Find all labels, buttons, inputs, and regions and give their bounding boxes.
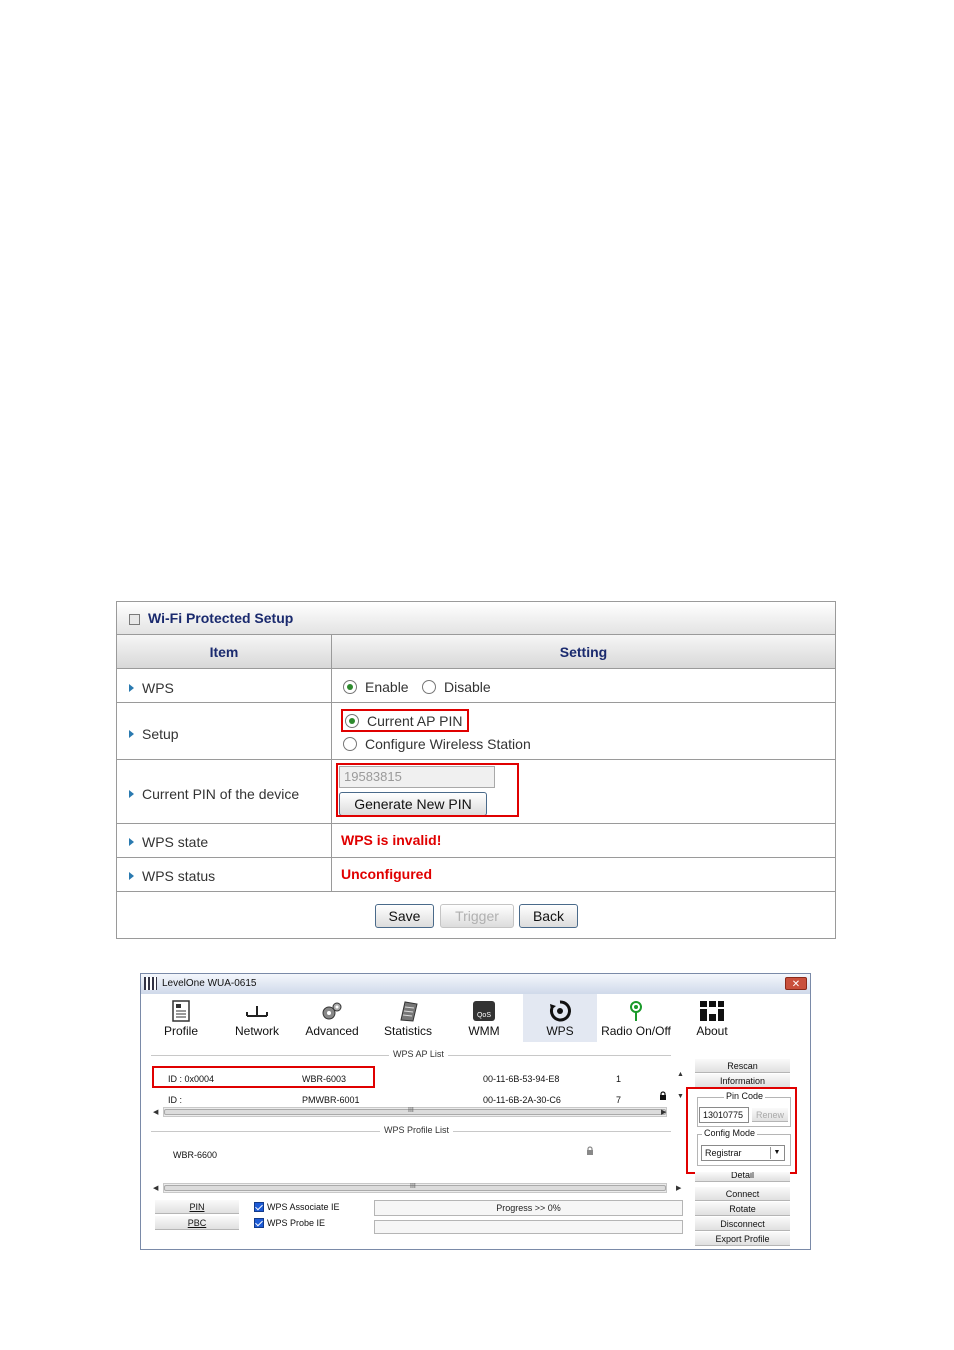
profile-list-group-label: WPS Profile List [380, 1125, 453, 1135]
window-titlebar[interactable] [141, 974, 810, 995]
close-button[interactable]: ✕ [785, 977, 807, 990]
chevron-down-icon[interactable]: ▼ [770, 1147, 783, 1159]
row-label-wps: WPS [129, 680, 174, 696]
bullet-arrow-icon [129, 790, 134, 798]
toolbar-label: Advanced [305, 1024, 359, 1038]
config-mode-legend: Config Mode [704, 1128, 756, 1138]
rescan-button[interactable]: Rescan [695, 1059, 790, 1073]
ap-row-mac: 00-11-6B-2A-30-C6 [483, 1095, 561, 1105]
toolbar-statistics[interactable] [377, 994, 439, 1042]
toolbar-about[interactable] [687, 994, 737, 1042]
row-divider [117, 891, 835, 892]
panel-title: Wi-Fi Protected Setup [148, 610, 294, 626]
scroll-up-arrow-icon[interactable]: ▲ [677, 1071, 684, 1078]
bullet-arrow-icon [129, 838, 134, 846]
window-title: LevelOne WUA-0615 [162, 978, 257, 989]
toolbar-profile[interactable] [151, 994, 211, 1042]
rotate-button[interactable]: Rotate [695, 1202, 790, 1216]
wps-state-value: WPS is invalid! [341, 832, 442, 848]
bullet-arrow-icon [129, 730, 134, 738]
pin-code-legend: Pin Code [726, 1091, 764, 1101]
wps-enable-radio[interactable]: Enable [343, 679, 409, 695]
statistics-icon [397, 1000, 419, 1022]
ap-list-hscrollbar[interactable] [163, 1107, 667, 1117]
wps-panel [116, 601, 836, 939]
pin-button[interactable]: PIN [155, 1200, 239, 1214]
advanced-icon [319, 1000, 345, 1022]
config-mode-value: Registrar [705, 1148, 742, 1158]
toolbar-label: WPS [546, 1024, 574, 1038]
toolbar-label: WMM [468, 1024, 500, 1038]
information-button[interactable]: Information [695, 1074, 790, 1088]
utility-window [140, 973, 811, 1250]
scroll-right-arrow-icon[interactable]: ▶ [676, 1185, 682, 1192]
disconnect-button[interactable]: Disconnect [695, 1217, 790, 1231]
wmm-icon [472, 1000, 496, 1022]
scroll-grip: III [410, 1183, 416, 1190]
scroll-right-arrow-icon[interactable]: ▶ [661, 1109, 667, 1116]
wmm-icon-text: QoS [476, 1012, 492, 1019]
bullet-arrow-icon [129, 684, 134, 692]
radio-selected-icon [343, 680, 357, 694]
toolbar-label: Profile [163, 1024, 198, 1038]
ap-row-channel: 7 [616, 1095, 622, 1105]
probe-ie-label: WPS Probe IE [267, 1218, 326, 1228]
panel-title-bar [117, 602, 835, 635]
about-icon [699, 1000, 725, 1022]
progress-bar: Progress >> 0% [374, 1200, 683, 1216]
current-pin-field[interactable]: 19583815 [339, 766, 495, 788]
associate-ie-checkbox[interactable] [254, 1202, 264, 1212]
scroll-down-arrow-icon[interactable]: ▼ [677, 1093, 684, 1100]
radio-icon [627, 1000, 645, 1022]
lock-icon [586, 1146, 594, 1156]
toolbar-wmm[interactable] [455, 994, 513, 1042]
trigger-button[interactable]: Trigger [440, 904, 514, 928]
toolbar-label: About [696, 1024, 728, 1038]
wps-disable-radio[interactable]: Disable [422, 679, 491, 695]
probe-ie-checkbox[interactable] [254, 1218, 264, 1228]
toolbar-radio-on-off[interactable] [597, 994, 675, 1042]
toolbar-label: Statistics [383, 1024, 432, 1038]
toolbar-label: Radio On/Off [601, 1024, 671, 1038]
progress-bar-secondary [374, 1220, 683, 1234]
ap-row-mac: 00-11-6B-53-94-E8 [483, 1074, 560, 1084]
ap-row-name: WBR-6003 [302, 1074, 347, 1084]
ap-row-name: PMWBR-6001 [302, 1095, 360, 1105]
row-divider [117, 702, 835, 703]
column-header-item: Item [117, 635, 331, 669]
row-label-setup: Setup [129, 726, 179, 742]
column-header-setting: Setting [332, 635, 835, 669]
bullet-arrow-icon [129, 872, 134, 880]
back-button[interactable]: Back [519, 904, 578, 928]
network-icon [243, 1000, 271, 1022]
toolbar-wps[interactable] [523, 994, 597, 1042]
row-label-wps-status: WPS status [129, 868, 215, 884]
ap-row-id: ID : 0x0004 [168, 1074, 215, 1084]
toolbar-advanced[interactable] [301, 994, 363, 1042]
renew-button[interactable]: Renew [752, 1108, 788, 1122]
row-divider [117, 823, 835, 824]
detail-button[interactable]: Detail [695, 1172, 790, 1182]
toolbar-label: Network [234, 1024, 279, 1038]
setup-current-ap-pin-radio[interactable]: Current AP PIN [345, 713, 462, 729]
column-divider [331, 635, 332, 891]
scroll-grip: III [408, 1107, 414, 1114]
radio-unselected-icon [343, 737, 357, 751]
generate-new-pin-button[interactable]: Generate New PIN [339, 792, 487, 816]
scroll-left-arrow-icon[interactable]: ◀ [153, 1185, 159, 1192]
config-mode-select[interactable] [701, 1145, 785, 1161]
setup-configure-station-radio[interactable]: Configure Wireless Station [343, 736, 531, 752]
scroll-thumb[interactable] [164, 1109, 666, 1115]
app-icon [144, 977, 157, 990]
toolbar-network[interactable] [227, 994, 287, 1042]
row-divider [117, 759, 835, 760]
panel-square-icon [129, 614, 140, 625]
export-profile-button[interactable]: Export Profile [695, 1232, 790, 1246]
radio-selected-icon [345, 714, 359, 728]
scroll-left-arrow-icon[interactable]: ◀ [153, 1109, 159, 1116]
save-button[interactable]: Save [375, 904, 434, 928]
row-label-current-pin: Current PIN of the device [129, 786, 299, 802]
row-divider [117, 857, 835, 858]
lock-icon [659, 1091, 667, 1101]
toolbar [141, 994, 810, 1042]
wps-icon [548, 1000, 572, 1022]
profile-row-name: WBR-6600 [173, 1150, 218, 1160]
profile-list-hscrollbar[interactable] [163, 1183, 667, 1193]
pbc-button[interactable]: PBC [155, 1216, 239, 1230]
radio-unselected-icon [422, 680, 436, 694]
associate-ie-label: WPS Associate IE [267, 1202, 340, 1212]
pin-code-field[interactable]: 13010775 [699, 1107, 749, 1123]
ap-row-id: ID : [168, 1095, 183, 1105]
wps-status-value: Unconfigured [341, 866, 432, 882]
connect-button[interactable]: Connect [695, 1187, 790, 1201]
ap-list-group-label: WPS AP List [389, 1049, 448, 1059]
profile-icon [171, 1000, 191, 1022]
ap-row-channel: 1 [616, 1074, 622, 1084]
row-label-wps-state: WPS state [129, 834, 208, 850]
